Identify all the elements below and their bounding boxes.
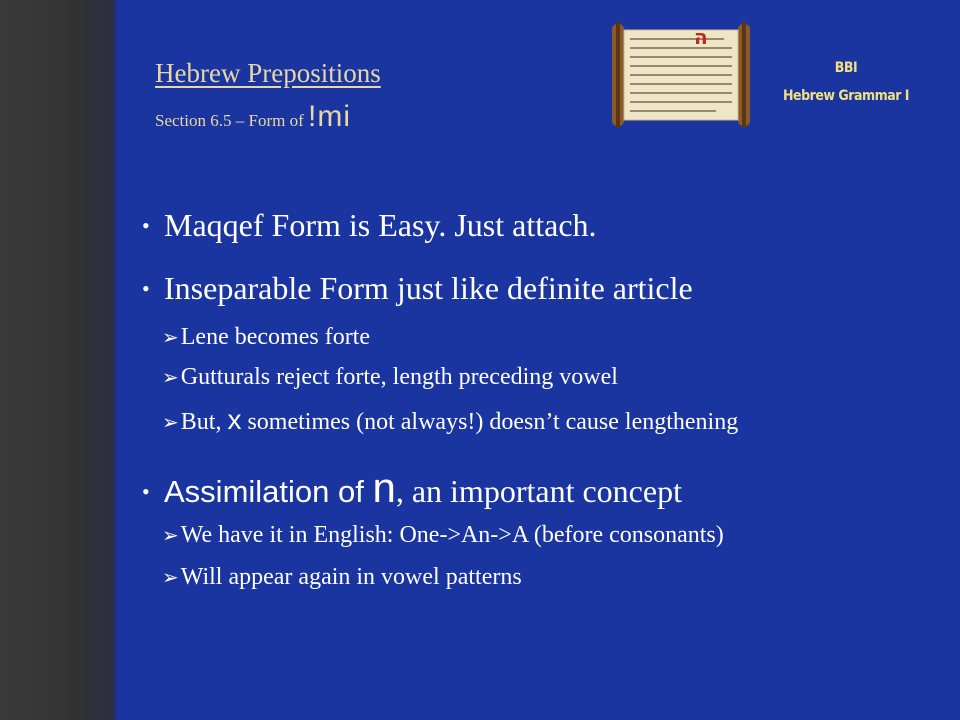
subtitle-hebrew-word: !mi <box>308 100 351 133</box>
bullet-dot-icon: • <box>142 212 150 238</box>
slide-subtitle <box>155 100 351 134</box>
sub-bullet-text-post: sometimes (not always!) doesn’t cause lengthening <box>241 409 739 435</box>
torah-scroll-image <box>606 22 756 128</box>
slide-title: Hebrew Prepositions <box>155 58 381 88</box>
course-badge <box>766 54 926 110</box>
badge-line-1: BBI <box>834 60 858 76</box>
bullet-text: Inseparable Form just like definite article <box>164 270 693 306</box>
sub-bullet-item-2-3 <box>162 404 738 436</box>
arrow-bullet-icon: ➢ <box>162 325 179 349</box>
slide <box>118 0 960 720</box>
arrow-bullet-icon: ➢ <box>162 410 179 434</box>
bullet-dot-icon: • <box>142 275 150 301</box>
left-sidebar-bar <box>0 0 118 720</box>
bullet-item-1 <box>142 207 597 244</box>
arrow-bullet-icon: ➢ <box>162 565 179 589</box>
sub-bullet-item-3-1 <box>162 522 724 549</box>
svg-text:ה: ה <box>694 25 708 49</box>
bullet-text-pre: Assimilation of <box>164 474 373 509</box>
sub-bullet-text: Lene becomes forte <box>180 324 370 350</box>
hebrew-letter-x: x <box>227 404 242 435</box>
bullet-text-post: , an important concept <box>395 473 682 509</box>
arrow-bullet-icon: ➢ <box>162 523 179 547</box>
bullet-text: Maqqef Form is Easy. Just attach. <box>164 207 597 243</box>
sub-bullet-text: Gutturals reject forte, length preceding vowel <box>180 364 618 390</box>
hebrew-letter-n: n <box>372 464 396 511</box>
sub-bullet-item-2-1 <box>162 324 370 351</box>
sub-bullet-item-3-2 <box>162 564 522 591</box>
bullet-dot-icon: • <box>142 478 150 504</box>
sub-bullet-item-2-2 <box>162 364 618 391</box>
subtitle-prefix: Section 6.5 – Form of <box>155 111 308 130</box>
sub-bullet-text: We have it in English: One->An->A (before consonants) <box>180 522 724 548</box>
sub-bullet-text: Will appear again in vowel patterns <box>180 564 522 590</box>
arrow-bullet-icon: ➢ <box>162 365 179 389</box>
bullet-item-2 <box>142 270 693 307</box>
bullet-item-3 <box>142 464 682 512</box>
sub-bullet-text-pre: But, <box>180 409 228 435</box>
badge-line-2: Hebrew Grammar I <box>783 88 909 104</box>
